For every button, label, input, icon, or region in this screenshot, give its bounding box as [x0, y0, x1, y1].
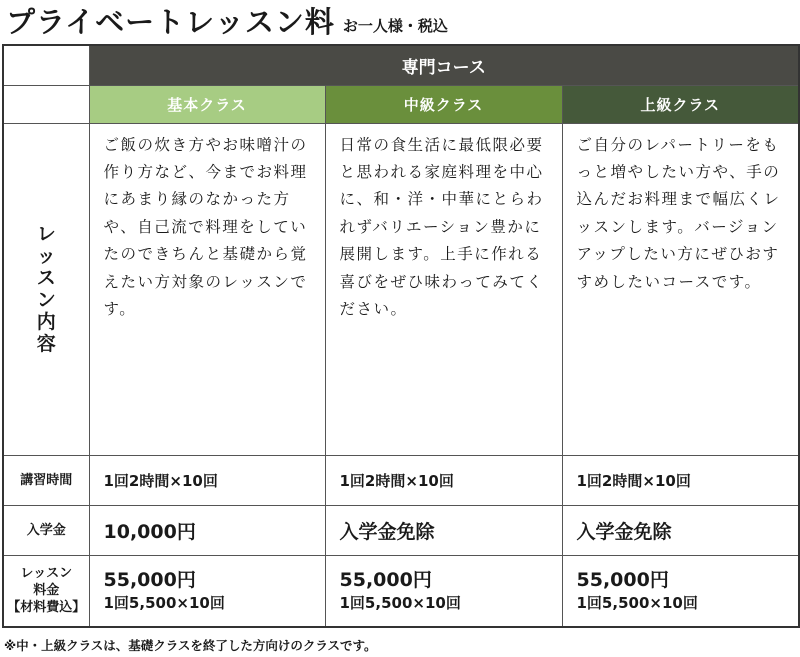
course-advanced-entry-fee: 入学金免除: [562, 505, 799, 555]
page-title: プライベートレッスン料: [6, 5, 335, 39]
lesson-fee-row: [3, 555, 799, 627]
fee-total: 55,000円: [339, 568, 432, 591]
price-table: [2, 44, 800, 628]
course-advanced-fee: [562, 555, 799, 627]
fee-per-lesson: 1回5,500×10回: [576, 593, 698, 612]
time-row: [3, 455, 799, 505]
entry-fee-row-label: 入学金: [3, 505, 89, 555]
section-header-row: [3, 45, 799, 85]
course-advanced-header: 上級クラス: [562, 85, 799, 123]
fee-label-line-2: 料金: [33, 583, 60, 599]
course-basic-description: ご飯の炊き方やお味噌汁の作り方など、今までお料理にあまり縁のなかった方や、自己流で料理をしていたのできちんと基礎から覚えたい方対象のレッスンです。: [89, 123, 325, 455]
course-basic-entry-fee: 10,000円: [89, 505, 325, 555]
page-title-row: [6, 0, 448, 40]
fee-total: 55,000円: [576, 568, 669, 591]
fee-label-line-1: レッスン: [20, 566, 73, 582]
time-row-label: 講習時間: [3, 455, 89, 505]
course-intermediate-time: 1回2時間×10回: [325, 455, 562, 505]
content-row-label: レッスン内容: [3, 123, 89, 455]
course-header-row: [3, 85, 799, 123]
course-intermediate-description: 日常の食生活に最低限必要と思われる家庭料理を中心に、和・洋・中華にとらわれずバリエーション豊かに展開します。上手に作れる喜びをぜひ味わってみてください。: [325, 123, 562, 455]
corner-cell: [3, 85, 89, 123]
fee-per-lesson: 1回5,500×10回: [103, 593, 225, 612]
course-intermediate-header: 中級クラス: [325, 85, 562, 123]
course-intermediate-entry-fee: 入学金免除: [325, 505, 562, 555]
course-basic-header: 基本クラス: [89, 85, 325, 123]
lesson-fee-row-label: [3, 555, 89, 627]
entry-fee-row: [3, 505, 799, 555]
course-advanced-time: 1回2時間×10回: [562, 455, 799, 505]
fee-label-line-3: 【材料費込】: [7, 600, 86, 616]
fee-per-lesson: 1回5,500×10回: [339, 593, 461, 612]
course-basic-time: 1回2時間×10回: [89, 455, 325, 505]
fee-total: 55,000円: [103, 568, 196, 591]
footnote: ※中・上級クラスは、基礎クラスを終了した方向けのクラスです。: [4, 638, 377, 653]
course-intermediate-fee: [325, 555, 562, 627]
course-advanced-description: ご自分のレパートリーをもっと増やしたい方や、手の込んだお料理まで幅広くレッスンします。バージョンアップしたい方にぜひおすすめしたいコースです。: [562, 123, 799, 455]
section-header: 専門コース: [89, 45, 799, 85]
page-subtitle: お一人様・税込: [342, 17, 448, 35]
course-basic-fee: [89, 555, 325, 627]
content-row: [3, 123, 799, 455]
corner-cell: [3, 45, 89, 85]
